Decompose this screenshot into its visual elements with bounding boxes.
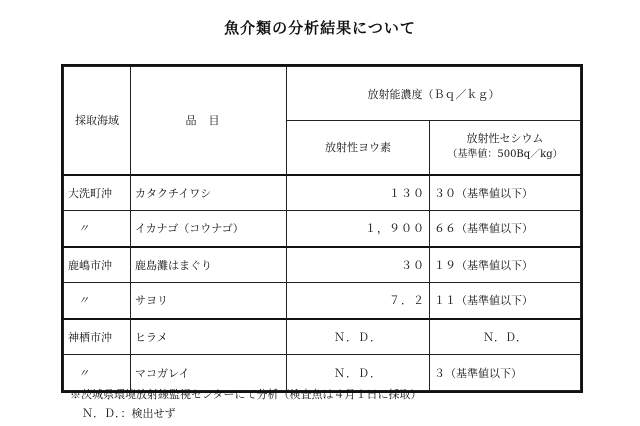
header-area: 採取海域 xyxy=(64,67,131,175)
cell-area: 鹿嶋市沖 xyxy=(64,247,131,283)
header-cesium-label: 放射性セシウム xyxy=(466,132,544,146)
table-row xyxy=(64,319,581,355)
cell-area: 〃 xyxy=(64,211,131,247)
cell-cesium: １９（基準値以下） xyxy=(430,247,581,283)
footnote-nd: Ｎ．Ｄ．：検出せず xyxy=(82,407,176,420)
cell-iodine: ７．２ xyxy=(287,283,430,319)
cell-iodine: １３０ xyxy=(287,175,430,211)
cell-item: サヨリ xyxy=(131,283,287,319)
cell-area: 〃 xyxy=(64,283,131,319)
cell-cesium: ３０（基準値以下） xyxy=(430,175,581,211)
table-row xyxy=(64,211,581,247)
cell-iodine: ３０ xyxy=(287,247,430,283)
cell-cesium: ３（基準値以下） xyxy=(430,355,581,391)
cell-area: 神栖市沖 xyxy=(64,319,131,355)
header-iodine: 放射性ヨウ素 xyxy=(287,121,430,175)
cell-item: カタクチイワシ xyxy=(131,175,287,211)
cell-item: イカナゴ（コウナゴ） xyxy=(131,211,287,247)
header-row xyxy=(64,67,581,121)
header-cesium xyxy=(430,121,581,175)
cell-item: マコガレイ xyxy=(131,355,287,391)
cell-iodine: １，９００ xyxy=(287,211,430,247)
cell-cesium: Ｎ．Ｄ． xyxy=(430,319,581,355)
cell-cesium: ６６（基準値以下） xyxy=(430,211,581,247)
footnote-analysis: ※茨城県環境放射線監視センターにて分析（検査魚は４月１日に採取） xyxy=(70,388,422,401)
header-cesium-standard: （基準値：500Bq／kg） xyxy=(447,149,563,161)
table-row xyxy=(64,175,581,211)
cell-iodine: Ｎ．Ｄ． xyxy=(287,355,430,391)
header-concentration: 放射能濃度（Ｂｑ／ｋｇ） xyxy=(287,67,581,121)
cell-iodine: Ｎ．Ｄ． xyxy=(287,319,430,355)
results-table xyxy=(63,66,581,391)
cell-area: 大洗町沖 xyxy=(64,175,131,211)
cell-item: ヒラメ xyxy=(131,319,287,355)
table-row xyxy=(64,283,581,319)
table-row xyxy=(64,247,581,283)
page-title: 魚介類の分析結果について xyxy=(224,19,416,37)
cell-cesium: １１（基準値以下） xyxy=(430,283,581,319)
cell-area: 〃 xyxy=(64,355,131,391)
header-item: 品目 xyxy=(131,67,287,175)
cell-item: 鹿島灘はまぐり xyxy=(131,247,287,283)
